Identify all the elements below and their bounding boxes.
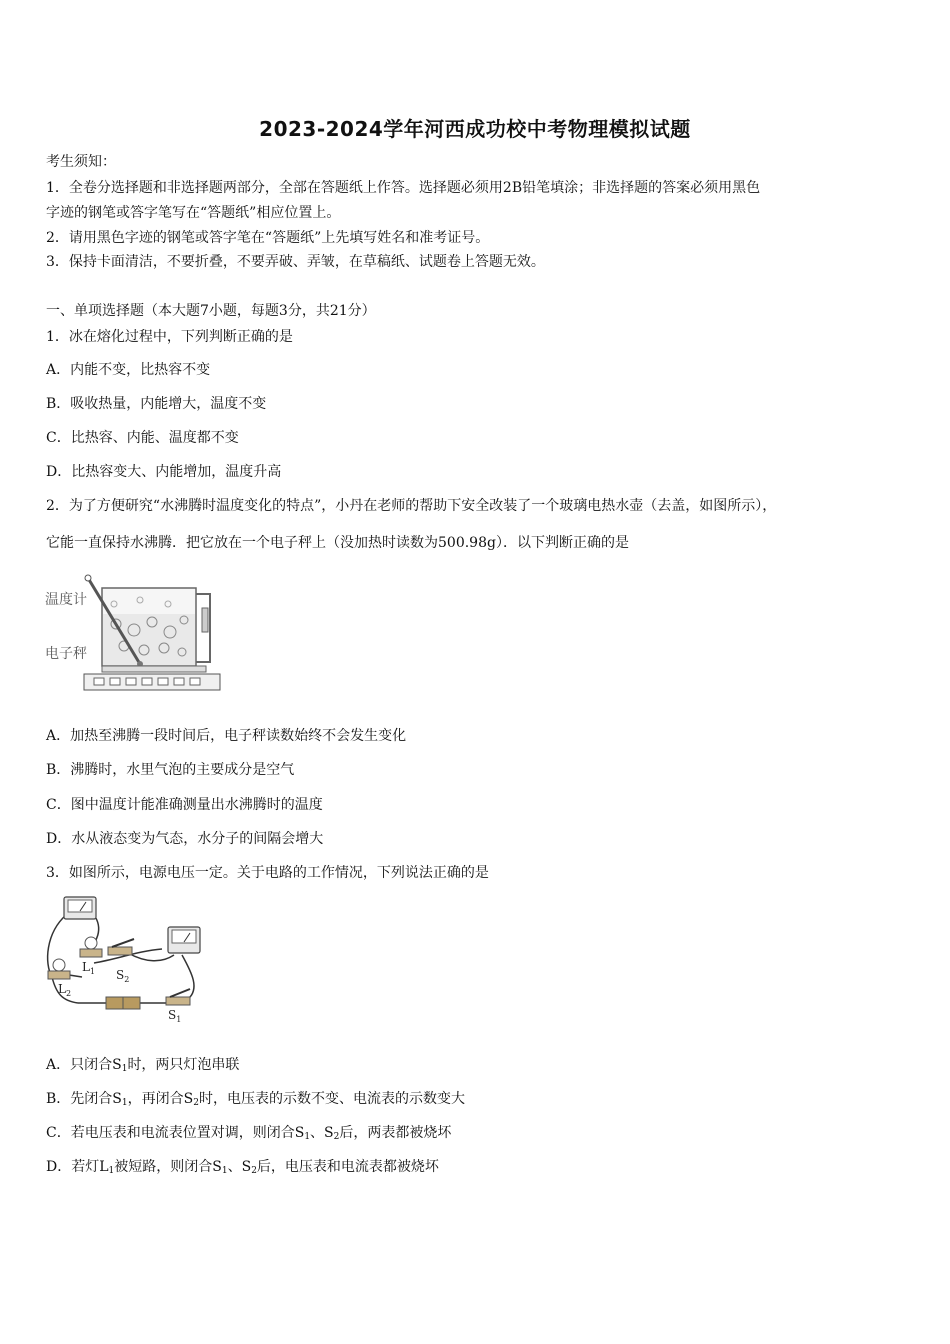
- q3-option-d: D．若灯$L_1$被短路，则闭合$S_1$、$S_2$后，电压表和电流表都被烧坏: [46, 1159, 439, 1176]
- q2-stem-line2: 它能一直保持水沸腾．把它放在一个电子秤上（没加热时读数为500.98g）．以下判断正确的是: [46, 535, 629, 551]
- ammeter-icon: [168, 927, 200, 953]
- q3-option-c: C．若电压表和电流表位置对调，则闭合$S_1$、$S_2$后，两表都被烧坏: [46, 1125, 452, 1142]
- q1-option-b: B．吸收热量，内能增大，温度不变: [46, 396, 267, 412]
- label-s2-sub: 2: [124, 975, 130, 984]
- section-heading: 一、单项选择题（本大题7小题，每题3分，共21分）: [46, 303, 376, 319]
- svg-text:S1: [168, 1008, 181, 1024]
- label-s2: S: [116, 968, 125, 982]
- switch-s1-icon: [166, 989, 190, 1005]
- label-l1: L: [82, 960, 90, 974]
- q1-option-d: D．比热容变大、内能增加，温度升高: [46, 464, 282, 480]
- notice-heading: 考生须知：: [46, 154, 116, 170]
- voltmeter-icon: [64, 897, 96, 919]
- kettle-scale-figure: [44, 574, 224, 700]
- q2-option-c: C．图中温度计能准确测量出水沸腾时的温度: [46, 797, 323, 813]
- label-s1-sub: 1: [176, 1015, 182, 1024]
- electronic-scale-icon: [84, 666, 220, 690]
- battery-icon: [106, 997, 140, 1009]
- q1-stem: 1．冰在熔化过程中，下列判断正确的是: [46, 329, 293, 345]
- q2-stem-line1: 2．为了方便研究“水沸腾时温度变化的特点”，小丹在老师的帮助下安全改装了一个玻璃电热水壶（去盖，如图所示），: [46, 498, 777, 514]
- thermometer-label: 温度计: [45, 592, 87, 608]
- svg-text:L1: [82, 960, 95, 976]
- label-l2-sub: 2: [65, 989, 72, 998]
- q1-option-a: A．内能不变，比热容不变: [46, 362, 211, 378]
- notice-item-2: 2．请用黑色字迹的钢笔或答字笔在“答题纸”上先填写姓名和准考证号。: [46, 230, 490, 246]
- page-title: 2023-2024学年河西成功校中考物理模拟试题: [259, 117, 691, 141]
- svg-text:S2: [116, 968, 129, 984]
- notice-item-1: 1．全卷分选择题和非选择题两部分，全部在答题纸上作答。选择题必须用2B铅笔填涂；非选择题的答案必须用黑色: [46, 180, 761, 196]
- q2-option-b: B．沸腾时，水里气泡的主要成分是空气: [46, 762, 295, 778]
- scale-label: 电子秤: [45, 646, 87, 662]
- svg-text:L2: [58, 982, 71, 998]
- q3-option-a: A．只闭合$S_1$时，两只灯泡串联: [46, 1057, 240, 1074]
- q2-option-d: D．水从液态变为气态，水分子的间隔会增大: [46, 831, 324, 847]
- label-l2: L: [58, 982, 66, 996]
- notice-item-1-cont: 字迹的钢笔或答字笔写在“答题纸”相应位置上。: [46, 205, 341, 221]
- bulb-l2-icon: [48, 959, 70, 979]
- notice-item-3: 3．保持卡面清洁，不要折叠，不要弄破、弄皱，在草稿纸、试题卷上答题无效。: [46, 254, 545, 270]
- label-s1: S: [168, 1008, 177, 1022]
- bulb-l1-icon: [80, 937, 102, 957]
- q2-option-a: A．加热至沸腾一段时间后，电子秤读数始终不会发生变化: [46, 728, 407, 744]
- label-l1-sub: 1: [89, 967, 96, 976]
- switch-s2-icon: [108, 939, 134, 955]
- q3-stem: 3．如图所示，电源电压一定。关于电路的工作情况，下列说法正确的是: [46, 865, 489, 881]
- q3-option-b: B．先闭合$S_1$，再闭合$S_2$时，电压表的示数不变、电流表的示数变大: [46, 1091, 465, 1108]
- circuit-figure: [42, 893, 212, 1025]
- q1-option-c: C．比热容、内能、温度都不变: [46, 430, 239, 446]
